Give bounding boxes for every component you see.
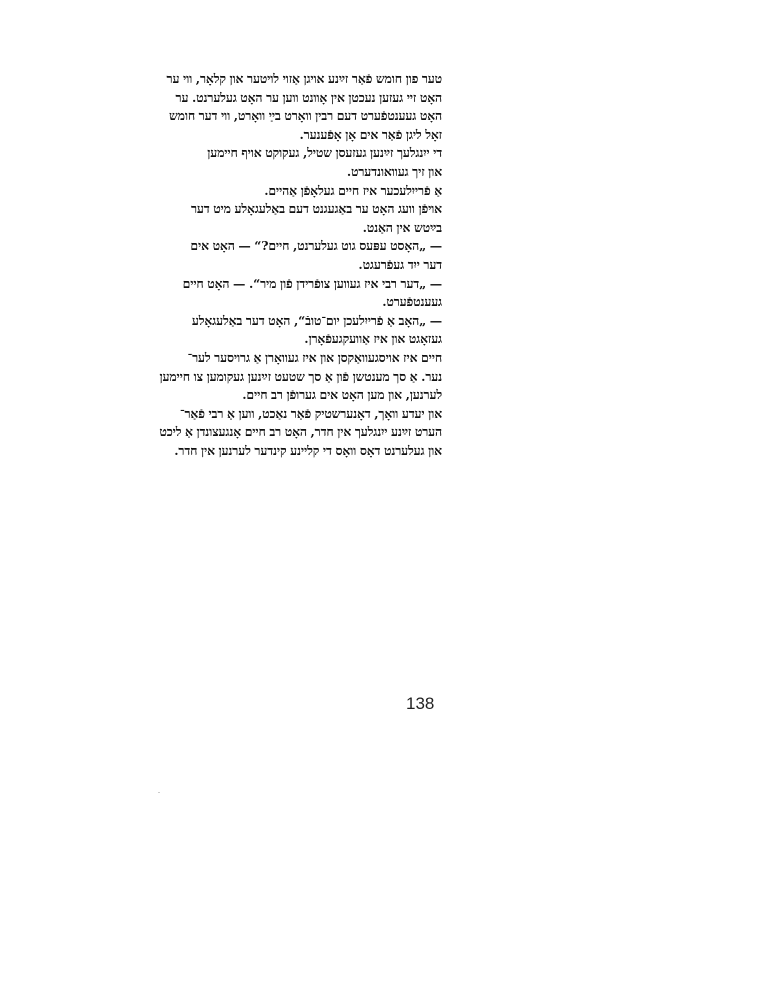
text-line: האָט געענטפֿערט דעם רבין וואָרט בײַ וואָרט, ווי דער חומש [169,108,442,124]
text-line: און געלערנט דאָס וואָס די קליינע קינדער לערנען אין חדר. [174,442,442,458]
scan-speck [158,792,160,793]
text-line: טער פון חומש פֿאַר זײַנע אויגן אַזוי לויטער און קלאָר, ווי ער [166,71,442,86]
text-line: געזאָגט און איז אַוועקגעפֿאָרן. [304,331,442,347]
text-line: און זיך געוואונדערט. [346,163,442,179]
text-line: — „האָב אַ פֿרייִלעכן יום־טובֿ“, האָט דער באַלעגאָלע [191,312,442,328]
text-line: זאָל ליגן פֿאַר אים אָן אָפֿענער. [299,126,442,142]
text-line: הערט זײַנע ייִנגלעך אין חדר, האָט רב חיים אָנגעצונדן אַ ליכט [159,424,442,440]
text-line: אַ פֿרייִלעכער איז חיים געלאָפֿן אַהיים. [264,182,442,198]
text-line: די ייִנגלעך זײַנען געזעסן שטיל, געקוקט אויף חיימען [207,145,442,161]
text-line: — „דער רבי איז געווען צופֿרידן פֿון מיר“. — האָט חיים [182,275,442,291]
text-line: האָט זיי געזען נעכטן אין אָוונט ווען ער האָט געלערנט. ער [175,89,442,105]
text-line: חיים איז אויסגעוואַקסן און איז געוואָרן אַ גרויסער לער־ [187,349,442,365]
body-text [152,70,442,460]
text-line: אויפֿן וועג האָט ער באַגעגנט דעם באַלעגאָלע מיט דער [190,201,442,217]
text-line: דער ייִד געפֿרעגט. [358,256,442,272]
text-line: — „האָסט עפּעס גוט געלערנט, חיים?“ — האָט אים [190,238,442,254]
text-line: נער. אַ סך מענטשן פֿון אַ סך שטעט זײַנען געקומען צו חיימען [159,368,442,384]
page-number: 138 [406,694,435,713]
text-line: לערנען, און מען האָט אים גערופֿן רב חיים. [242,387,442,403]
text-line: געענטפֿערט. [382,294,442,310]
text-line: און יעדע וואָך, דאָנערשטיק פֿאַר נאַכט, ווען אַ רבי פֿאַר־ [179,405,442,421]
text-line: בײַטש אין האַנט. [362,219,442,235]
